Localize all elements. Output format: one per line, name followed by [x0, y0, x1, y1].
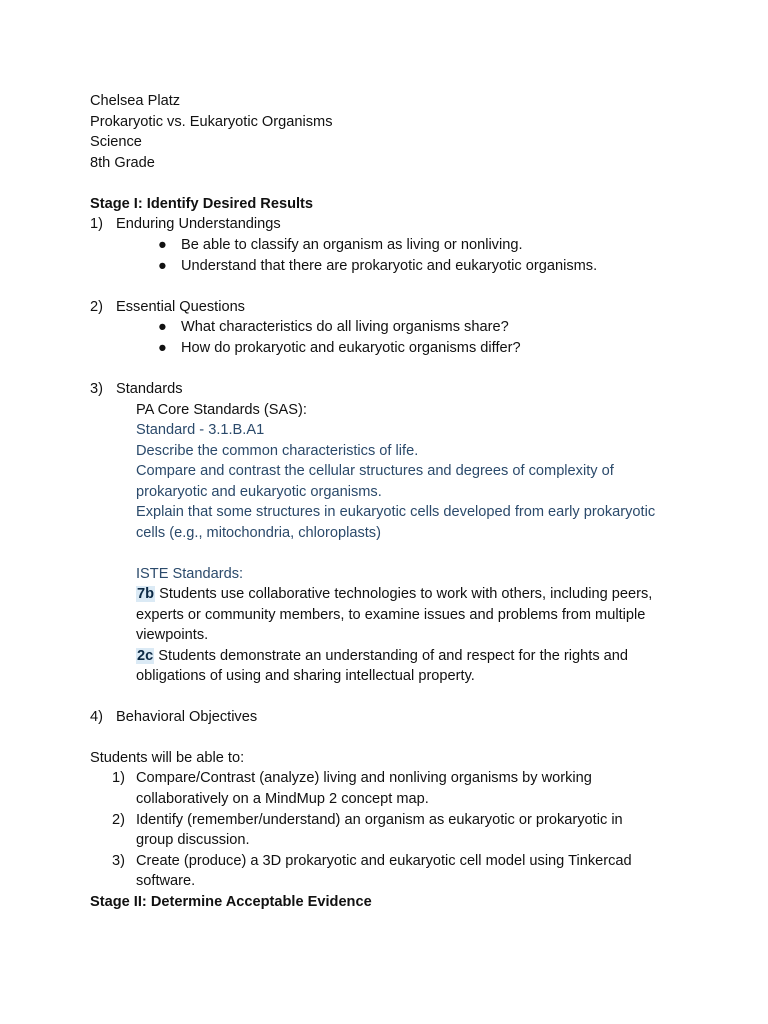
- bullet-text: Understand that there are prokaryotic and eukaryotic organisms.: [181, 258, 598, 274]
- bullet-icon: ●: [158, 340, 167, 356]
- stage2-heading: Stage II: Determine Acceptable Evidence: [90, 894, 372, 910]
- author-name: Chelsea Platz: [90, 93, 181, 109]
- standard-text: Explain that some structures in eukaryotic cells developed from early prokaryotic: [136, 504, 656, 520]
- standard-text: Students demonstrate an understanding of and respect for the rights and: [154, 648, 629, 664]
- standard-text: viewpoints.: [136, 627, 209, 643]
- bullet-icon: ●: [158, 258, 167, 274]
- objectives-intro: Students will be able to:: [90, 750, 245, 766]
- grade-level: 8th Grade: [90, 155, 155, 171]
- objective-text: group discussion.: [136, 832, 250, 848]
- subject: Science: [90, 134, 142, 150]
- list-number: 3): [90, 381, 103, 397]
- section-label: Standards: [116, 381, 183, 397]
- iste-standard-2c: [136, 646, 628, 666]
- list-number: 1): [112, 770, 125, 786]
- bullet-text: What characteristics do all living organisms share?: [181, 319, 509, 335]
- document-title: Prokaryotic vs. Eukaryotic Organisms: [90, 114, 333, 130]
- iste-standard-7b: [136, 584, 652, 604]
- objective-text: software.: [136, 873, 196, 889]
- list-number: 2): [112, 812, 125, 828]
- standard-text: obligations of using and sharing intellectual property.: [136, 668, 475, 684]
- bullet-icon: ●: [158, 237, 167, 253]
- standard-code: Standard - 3.1.B.A1: [136, 422, 265, 438]
- objective-text: Identify (remember/understand) an organism as eukaryotic or prokaryotic in: [136, 812, 623, 828]
- bullet-icon: ●: [158, 319, 167, 335]
- standard-text: experts or community members, to examine issues and problems from multiple: [136, 607, 646, 623]
- stage1-heading: Stage I: Identify Desired Results: [90, 196, 314, 212]
- standard-text: Describe the common characteristics of life.: [136, 443, 419, 459]
- standard-text: Compare and contrast the cellular structures and degrees of complexity of: [136, 463, 614, 479]
- standard-text: cells (e.g., mitochondria, chloroplasts): [136, 525, 381, 541]
- standard-tag: 7b: [137, 586, 155, 602]
- iste-heading: ISTE Standards:: [136, 566, 244, 582]
- section-label: Essential Questions: [116, 299, 245, 315]
- standard-text: Students use collaborative technologies to work with others, including peers,: [155, 586, 653, 602]
- bullet-text: How do prokaryotic and eukaryotic organisms differ?: [181, 340, 521, 356]
- pa-standards-heading: PA Core Standards (SAS):: [136, 402, 307, 418]
- standard-text: prokaryotic and eukaryotic organisms.: [136, 484, 382, 500]
- list-number: 3): [112, 853, 125, 869]
- section-label: Enduring Understandings: [116, 216, 281, 232]
- list-number: 4): [90, 709, 103, 725]
- list-number: 1): [90, 216, 103, 232]
- bullet-text: Be able to classify an organism as living or nonliving.: [181, 237, 523, 253]
- standard-tag: 2c: [137, 648, 154, 664]
- objective-text: Create (produce) a 3D prokaryotic and eukaryotic cell model using Tinkercad: [136, 853, 632, 869]
- objective-text: Compare/Contrast (analyze) living and nonliving organisms by working: [136, 770, 592, 786]
- section-label: Behavioral Objectives: [116, 709, 258, 725]
- objective-text: collaboratively on a MindMup 2 concept map.: [136, 791, 429, 807]
- list-number: 2): [90, 299, 103, 315]
